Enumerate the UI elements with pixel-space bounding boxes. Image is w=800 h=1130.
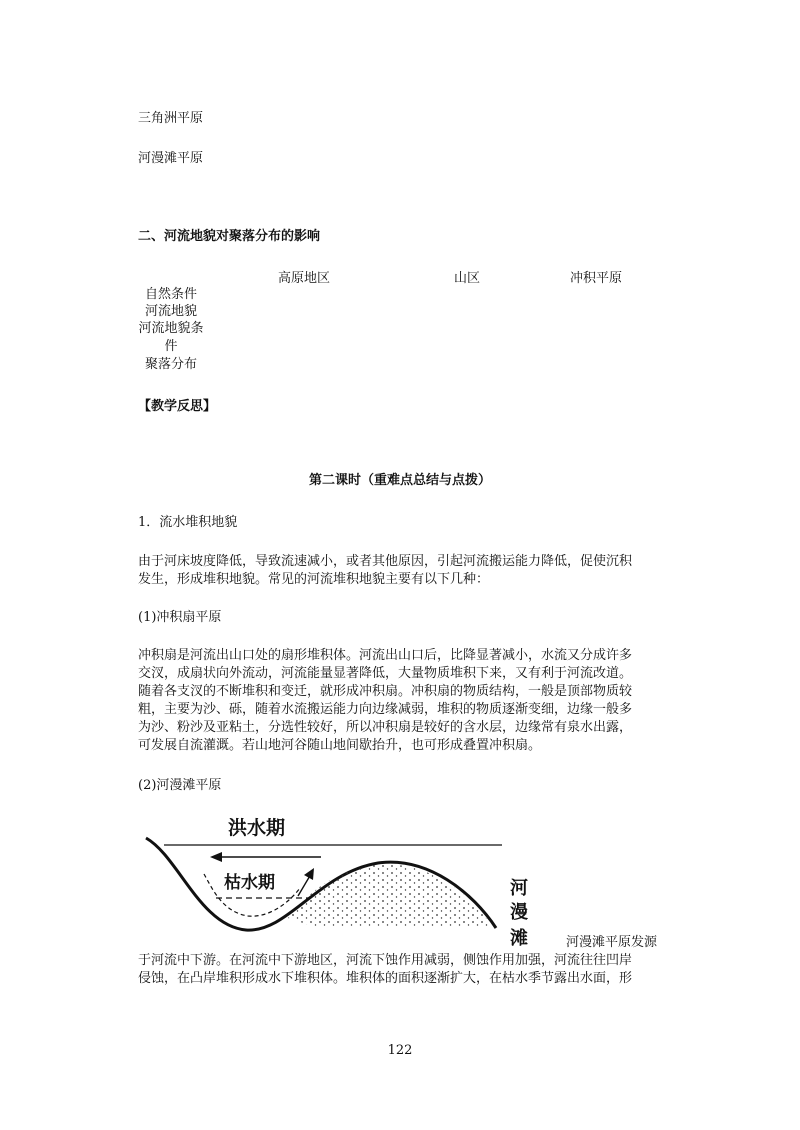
table-header-alluvial-plain: 冲积平原 (570, 271, 623, 286)
section-heading: 二、河流地貌对聚落分布的影响 (138, 229, 321, 244)
page-number: 122 (387, 1043, 413, 1058)
table-header-mountain: 山区 (454, 271, 481, 286)
table-header-plateau: 高原地区 (278, 271, 331, 286)
floodplain-diagram (138, 808, 562, 950)
intro-paragraph (138, 553, 666, 589)
floodplain-paragraph (138, 952, 666, 988)
paragraph-line: 粗，主要为沙、砾，随着水流搬运能力向边缘减弱，堆积的物质逐渐变细，边缘一般多 (138, 702, 633, 717)
sediment-deposit (288, 865, 492, 928)
paragraph-line: 交汊，成扇状向外流动，河流能量显著降低，大量物质堆积下来，又有利于河流改道。 (138, 666, 633, 681)
lesson-title: 第二课时（重难点总结与点拨） (308, 473, 491, 488)
arrow-head (210, 852, 222, 862)
flood-season-label: 洪水期 (228, 817, 286, 839)
point-heading: 1．流水堆积地貌 (138, 515, 238, 530)
floodplain-label: 漫 (510, 902, 528, 923)
subheading-alluvial-fan: (1)冲积扇平原 (138, 610, 222, 625)
table-row-label: 河流地貌 (144, 304, 197, 319)
table-row-label: 聚落分布 (144, 357, 197, 372)
subheading-floodplain: (2)河漫滩平原 (138, 778, 222, 793)
floodplain-text-start: 河漫滩平原发源 (566, 935, 658, 950)
alluvial-fan-paragraph (138, 647, 666, 755)
paragraph-line: 可发展自流灌溉。若山地河谷随山地间歇抬升，也可形成叠置冲积扇。 (138, 738, 542, 753)
floodplain-label: 河 (510, 878, 528, 899)
paragraph-line: 于河流中下游。在河流中下游地区，河流下蚀作用减弱，侧蚀作用加强，河流往往凹岸 (138, 953, 633, 968)
table-row-label: 河流地貌条件 (138, 321, 204, 354)
landform-item-delta-plain: 三角洲平原 (138, 111, 204, 126)
paragraph-line: 由于河床坡度降低，导致流速减小，或者其他原因，引起河流搬运能力降低，促使沉积 (138, 554, 633, 569)
floodplain-label: 滩 (510, 928, 528, 949)
landform-item-floodplain: 河漫滩平原 (138, 151, 204, 166)
table-row-label: 自然条件 (144, 287, 197, 302)
paragraph-line: 侵蚀，在凸岸堆积形成水下堆积体。堆积体的面积逐渐扩大，在枯水季节露出水面，形 (138, 971, 633, 986)
paragraph-line: 冲积扇是河流出山口处的扇形堆积体。河流出山口后，比降显著减小，水流又分成许多 (138, 648, 633, 663)
dry-season-label: 枯水期 (224, 873, 275, 893)
paragraph-line: 发生，形成堆积地貌。常见的河流堆积地貌主要有以下几种： (138, 572, 490, 587)
paragraph-line: 为沙、粉沙及亚粘土，分选性较好，所以冲积扇是较好的含水层，边缘常有泉水出露， (138, 720, 633, 735)
paragraph-line: 随着各支汊的不断堆积和变迁，就形成冲积扇。冲积扇的物质结构，一般是顶部物质较 (138, 684, 633, 699)
teaching-reflection-heading: 【教学反思】 (138, 399, 217, 414)
